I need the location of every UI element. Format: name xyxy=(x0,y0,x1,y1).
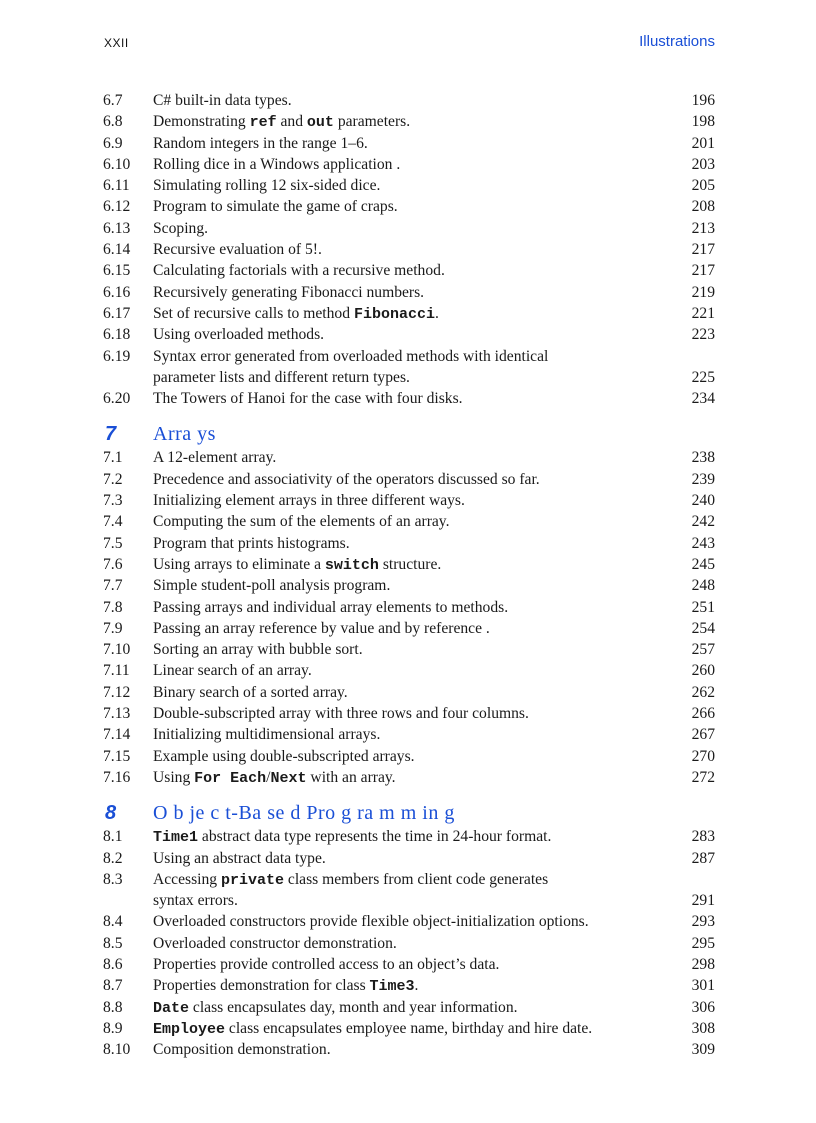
figure-number: 6.14 xyxy=(103,241,131,259)
list-item xyxy=(103,746,715,767)
list-item xyxy=(103,975,715,996)
figure-number: 6.16 xyxy=(103,283,131,301)
title-text: Double-subscripted array with three rows and four columns. xyxy=(153,705,529,723)
list-item xyxy=(103,660,715,681)
title-text: class encapsulates employee name, birthday and hire date. xyxy=(225,1019,593,1037)
figure-title xyxy=(153,618,675,639)
page-ref: 203 xyxy=(691,155,715,173)
figure-number: 7.2 xyxy=(103,470,123,488)
figure-number: 6.9 xyxy=(103,134,123,152)
list-item xyxy=(103,575,715,596)
figure-number: 8.5 xyxy=(103,934,123,952)
figure-number: 8.6 xyxy=(103,955,123,973)
title-text: Overloaded constructor demonstration. xyxy=(153,934,397,952)
figure-title xyxy=(153,1018,675,1040)
page-ref: 221 xyxy=(691,304,715,322)
figure-number: 7.13 xyxy=(103,705,131,723)
figure-title xyxy=(153,239,675,260)
title-text: Overloaded constructors provide flexible object-initialization options. xyxy=(153,913,589,931)
page-ref: 217 xyxy=(691,241,715,259)
figure-number: 7.15 xyxy=(103,747,131,765)
title-text: Syntax error generated from overloaded methods with identical xyxy=(153,347,549,365)
list-item xyxy=(103,133,715,154)
title-text: Precedence and associativity of the operators discussed so far. xyxy=(153,470,540,488)
list-item xyxy=(103,618,715,639)
figure-number: 8.8 xyxy=(103,998,123,1016)
title-text: Linear search of an array. xyxy=(153,662,312,680)
code-term: Date xyxy=(153,999,190,1017)
figure-title xyxy=(153,660,675,681)
list-item xyxy=(103,469,715,490)
list-item xyxy=(103,447,715,468)
title-text: Recursive evaluation of 5!. xyxy=(153,241,322,259)
page-ref: 223 xyxy=(691,326,715,344)
figure-number: 8.7 xyxy=(103,977,123,995)
chapter-number: 8 xyxy=(105,802,117,825)
list-item xyxy=(103,597,715,618)
list-item xyxy=(103,533,715,554)
title-text: parameters. xyxy=(333,113,411,131)
title-text: Scoping. xyxy=(153,219,209,237)
chapter-title: O b je c t-Ba se d Pro g ra m m in g xyxy=(153,802,455,825)
title-text: structure. xyxy=(378,555,442,573)
title-text: Binary search of a sorted array. xyxy=(153,683,348,701)
page-ref: 298 xyxy=(691,955,715,973)
figure-title xyxy=(153,388,675,409)
page-ref: 295 xyxy=(691,934,715,952)
title-text: Simple student-poll analysis program. xyxy=(153,577,391,595)
page-ref: 309 xyxy=(691,1041,715,1059)
list-item xyxy=(103,196,715,217)
figure-number: 6.18 xyxy=(103,326,131,344)
page-number: XXII xyxy=(104,36,129,50)
figure-number: 7.14 xyxy=(103,726,131,744)
title-text: Program that prints histograms. xyxy=(153,534,350,552)
title-text: class encapsulates day, month and year information. xyxy=(189,998,518,1016)
title-text: Using xyxy=(153,768,195,786)
title-text: Using an abstract data type. xyxy=(153,849,326,867)
page-ref: 283 xyxy=(691,828,715,846)
title-text: Properties provide controlled access to an object’s data. xyxy=(153,955,500,973)
list-item xyxy=(103,90,715,111)
title-text: Passing arrays and individual array elements to methods. xyxy=(153,598,509,616)
code-term: Time1 xyxy=(153,829,199,847)
page-header xyxy=(0,0,816,60)
page-ref: 308 xyxy=(691,1019,715,1037)
page-ref: 262 xyxy=(691,683,715,701)
figure-title xyxy=(153,746,675,767)
figure-title xyxy=(153,367,675,388)
page-ref: 267 xyxy=(691,726,715,744)
list-item xyxy=(103,303,715,324)
figure-title xyxy=(153,975,675,997)
chapter-heading xyxy=(103,802,715,826)
figure-number: 6.10 xyxy=(103,155,131,173)
page-ref: 242 xyxy=(691,513,715,531)
title-text: A 12-element array. xyxy=(153,449,277,467)
figure-title xyxy=(153,1039,675,1060)
figure-title xyxy=(153,90,675,111)
code-term: Fibonacci xyxy=(353,305,435,323)
figure-number: 8.10 xyxy=(103,1041,131,1059)
figure-number: 7.11 xyxy=(103,662,130,680)
title-text: Using arrays to eliminate a xyxy=(153,555,325,573)
page-ref: 248 xyxy=(691,577,715,595)
title-text: syntax errors. xyxy=(153,892,238,910)
figure-title xyxy=(153,554,675,576)
figure-title xyxy=(153,175,675,196)
page-ref: 266 xyxy=(691,705,715,723)
figure-number: 7.16 xyxy=(103,768,131,786)
page-ref: 196 xyxy=(691,92,715,109)
figure-number: 8.4 xyxy=(103,913,123,931)
code-term: For Each xyxy=(194,769,267,787)
chapter-heading xyxy=(103,423,715,447)
title-text: Sorting an array with bubble sort. xyxy=(153,641,363,659)
list-item xyxy=(103,1039,715,1060)
page-ref: 306 xyxy=(691,998,715,1016)
figure-title xyxy=(153,848,675,869)
title-text: Passing an array reference by value and by reference . xyxy=(153,619,490,637)
list-item xyxy=(103,346,715,367)
page-ref: 287 xyxy=(691,849,715,867)
title-text: Rolling dice in a Windows application . xyxy=(153,155,401,173)
figure-title xyxy=(153,260,675,281)
page-ref: 217 xyxy=(691,262,715,280)
title-text: Recursively generating Fibonacci numbers. xyxy=(153,283,425,301)
running-title: Illustrations xyxy=(639,33,715,50)
figure-number: 7.6 xyxy=(103,555,123,573)
figure-title xyxy=(153,826,675,848)
figure-title xyxy=(153,997,675,1019)
figure-number: 8.9 xyxy=(103,1019,123,1037)
figure-number: 8.1 xyxy=(103,828,123,846)
title-text: . xyxy=(414,977,419,995)
list-item xyxy=(103,724,715,745)
list-item xyxy=(103,367,715,388)
figure-number: 7.10 xyxy=(103,641,131,659)
figure-title xyxy=(153,490,675,511)
figure-title xyxy=(153,703,675,724)
list-item xyxy=(103,767,715,788)
list-item xyxy=(103,260,715,281)
figure-number: 7.7 xyxy=(103,577,123,595)
page-ref: 257 xyxy=(691,641,715,659)
title-text: Initializing multidimensional arrays. xyxy=(153,726,381,744)
title-text: Demonstrating xyxy=(153,113,250,131)
page-ref: 240 xyxy=(691,492,715,510)
list-item xyxy=(103,239,715,260)
illustrations-list xyxy=(103,90,715,1060)
list-item xyxy=(103,869,715,890)
page-ref: 291 xyxy=(691,892,715,910)
figure-title xyxy=(153,639,675,660)
figure-number: 6.15 xyxy=(103,262,131,280)
figure-number: 6.20 xyxy=(103,390,131,408)
list-item xyxy=(103,848,715,869)
page-ref: 245 xyxy=(691,555,715,573)
list-item xyxy=(103,282,715,303)
page-ref: 219 xyxy=(691,283,715,301)
page-ref: 272 xyxy=(691,768,715,786)
title-text: The Towers of Hanoi for the case with four disks. xyxy=(153,390,463,408)
page-ref: 260 xyxy=(691,662,715,680)
title-text: Properties demonstration for class xyxy=(153,977,370,995)
figure-title xyxy=(153,954,675,975)
list-item xyxy=(103,703,715,724)
title-text: Random integers in the range 1–6. xyxy=(153,134,368,152)
list-item xyxy=(103,682,715,703)
title-text: Initializing element arrays in three different ways. xyxy=(153,492,465,510)
code-term: Employee xyxy=(153,1020,226,1038)
page-ref: 293 xyxy=(691,913,715,931)
title-text: . xyxy=(434,304,439,322)
figure-number: 6.12 xyxy=(103,198,131,216)
page-ref: 254 xyxy=(691,619,715,637)
title-text: Accessing xyxy=(153,870,221,888)
code-term: switch xyxy=(324,556,379,574)
title-text: Example using double-subscripted arrays. xyxy=(153,747,415,765)
chapter-number: 7 xyxy=(105,423,117,446)
list-item xyxy=(103,175,715,196)
title-text: Composition demonstration. xyxy=(153,1041,331,1059)
list-item xyxy=(103,826,715,847)
figure-number: 6.19 xyxy=(103,347,131,365)
title-text: / xyxy=(266,768,271,786)
figure-number: 7.9 xyxy=(103,619,123,637)
figure-title xyxy=(153,869,675,891)
list-item xyxy=(103,911,715,932)
page-ref: 270 xyxy=(691,747,715,765)
page-ref: 243 xyxy=(691,534,715,552)
code-term: ref xyxy=(249,114,277,132)
chapter-title: Arra ys xyxy=(153,423,216,446)
figure-number: 6.17 xyxy=(103,304,131,322)
list-item xyxy=(103,954,715,975)
figure-number: 6.11 xyxy=(103,177,130,195)
figure-title xyxy=(153,511,675,532)
list-item xyxy=(103,218,715,239)
figure-title xyxy=(153,346,675,367)
figure-title xyxy=(153,154,675,175)
title-text: class members from client code generates xyxy=(284,870,549,888)
list-item xyxy=(103,1018,715,1039)
page-ref: 201 xyxy=(691,134,715,152)
figure-title xyxy=(153,111,675,133)
figure-number: 7.4 xyxy=(103,513,123,531)
figure-number: 8.3 xyxy=(103,870,123,888)
figure-number: 7.1 xyxy=(103,449,123,467)
figure-number: 7.5 xyxy=(103,534,123,552)
page-ref: 238 xyxy=(691,449,715,467)
figure-number: 7.8 xyxy=(103,598,123,616)
figure-title xyxy=(153,196,675,217)
figure-title xyxy=(153,911,675,932)
code-term: out xyxy=(306,114,334,132)
page-ref: 301 xyxy=(691,977,715,995)
figure-title xyxy=(153,324,675,345)
figure-title xyxy=(153,933,675,954)
page-ref: 208 xyxy=(691,198,715,216)
page-ref: 225 xyxy=(691,368,715,386)
list-item xyxy=(103,511,715,532)
title-text: parameter lists and different return types. xyxy=(153,368,410,386)
list-item xyxy=(103,554,715,575)
figure-number: 6.13 xyxy=(103,219,131,237)
list-item xyxy=(103,997,715,1018)
page-ref: 198 xyxy=(691,113,715,131)
list-item xyxy=(103,933,715,954)
title-text: Program to simulate the game of craps. xyxy=(153,198,398,216)
figure-title xyxy=(153,133,675,154)
title-text: with an array. xyxy=(306,768,396,786)
figure-number: 8.2 xyxy=(103,849,123,867)
figure-title xyxy=(153,533,675,554)
figure-number: 6.7 xyxy=(103,92,123,109)
list-item xyxy=(103,639,715,660)
figure-title xyxy=(153,469,675,490)
title-text: Simulating rolling 12 six-sided dice. xyxy=(153,177,381,195)
list-item xyxy=(103,388,715,409)
figure-number: 7.3 xyxy=(103,492,123,510)
list-item xyxy=(103,111,715,132)
figure-title xyxy=(153,682,675,703)
figure-title xyxy=(153,282,675,303)
figure-number: 6.8 xyxy=(103,113,123,131)
list-item xyxy=(103,324,715,345)
figure-title xyxy=(153,447,675,468)
code-term: Next xyxy=(270,769,307,787)
title-text: abstract data type represents the time in 24-hour format. xyxy=(198,828,552,846)
page-ref: 213 xyxy=(691,219,715,237)
list-item xyxy=(103,490,715,511)
figure-title xyxy=(153,724,675,745)
page-ref: 205 xyxy=(691,177,715,195)
figure-title xyxy=(153,218,675,239)
title-text: C# built-in data types. xyxy=(153,92,292,109)
page-ref: 239 xyxy=(691,470,715,488)
figure-title xyxy=(153,597,675,618)
figure-title xyxy=(153,303,675,325)
title-text: Calculating factorials with a recursive method. xyxy=(153,262,445,280)
figure-title xyxy=(153,575,675,596)
figure-title xyxy=(153,890,675,911)
title-text: Set of recursive calls to method xyxy=(153,304,354,322)
list-item xyxy=(103,890,715,911)
figure-number: 7.12 xyxy=(103,683,131,701)
code-term: Time3 xyxy=(369,978,415,996)
title-text: Computing the sum of the elements of an array. xyxy=(153,513,450,531)
title-text: Using overloaded methods. xyxy=(153,326,325,344)
code-term: private xyxy=(221,871,285,889)
figure-title xyxy=(153,767,675,789)
list-item xyxy=(103,154,715,175)
page-ref: 234 xyxy=(691,390,715,408)
page-ref: 251 xyxy=(691,598,715,616)
title-text: and xyxy=(276,113,307,131)
